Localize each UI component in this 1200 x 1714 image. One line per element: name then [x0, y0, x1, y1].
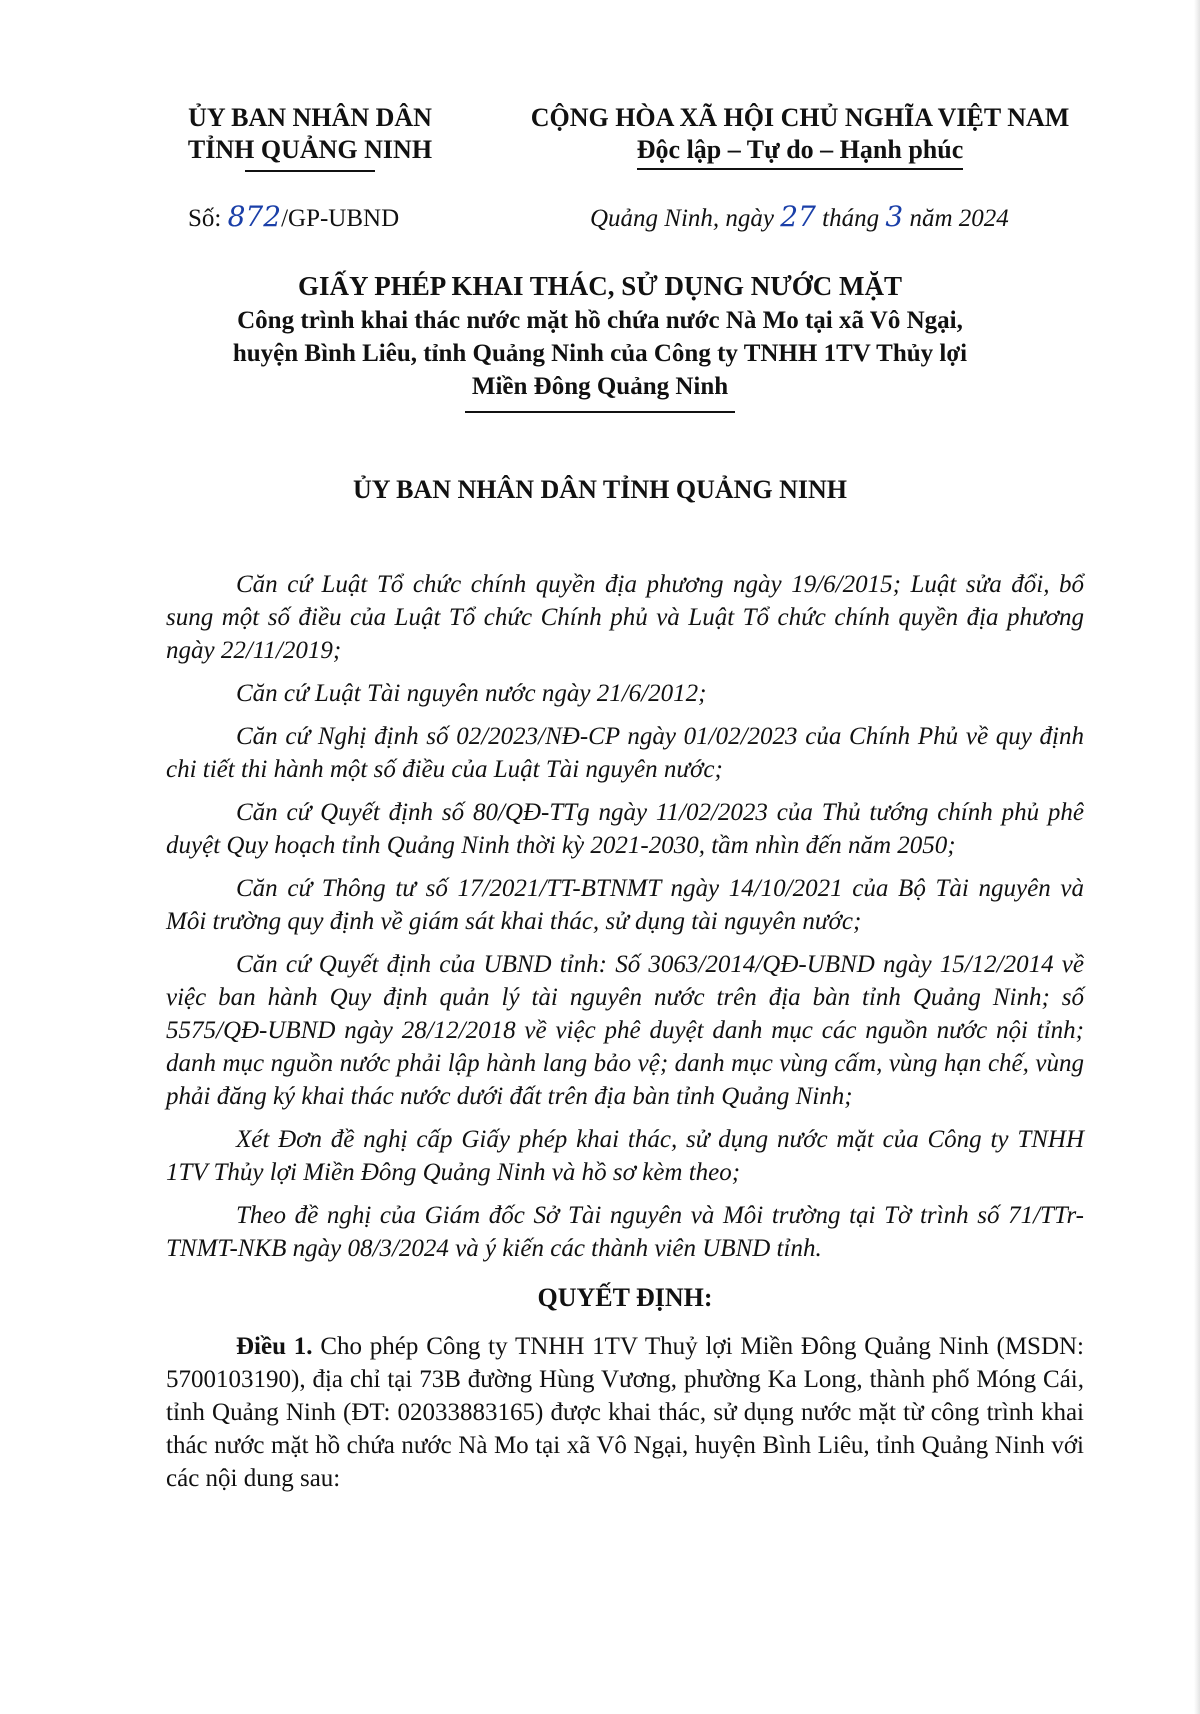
handwritten-month: 3: [885, 200, 904, 233]
legal-basis-paragraph: Căn cứ Thông tư số 17/2021/TT-BTNMT ngày 14/10/2021 của Bộ Tài nguyên và Môi trường quy định về giám sát khai thác, sử dụng tài nguyên nước;: [166, 875, 1084, 935]
document-date: Quảng Ninh, ngày 27 tháng 3 năm 2024: [590, 200, 1009, 233]
legal-basis-paragraph: Căn cứ Quyết định của UBND tỉnh: Số 3063/2014/QĐ-UBND ngày 15/12/2014 về việc ban hành Quy định quản lý tài nguyên nước trên địa bàn tỉnh Quảng Ninh; số 5575/QĐ-UBND ngày 28/12/2018 về việc phê duyệt danh mục các nguồn nước nội tỉnh; danh mục nguồn nước phải lập hành lang bảo vệ; danh mục vùng cấm, vùng hạn chế, vùng phải đăng ký khai thác nước dưới đất trên địa bàn tỉnh Quảng Ninh;: [166, 951, 1084, 1110]
handwritten-number: 872: [227, 200, 282, 233]
handwritten-day: 27: [780, 200, 816, 233]
title-underline: [465, 411, 735, 413]
legal-basis-paragraph: Căn cứ Luật Tổ chức chính quyền địa phương ngày 19/6/2015; Luật sửa đổi, bổ sung một số điều của Luật Tổ chức Chính phủ và Luật Tổ chức chính quyền địa phương ngày 22/11/2019;: [166, 571, 1084, 664]
deciding-authority: ỦY BAN NHÂN DÂN TỈNH QUẢNG NINH: [352, 475, 848, 504]
national-motto: Độc lập – Tự do – Hạnh phúc: [637, 134, 964, 170]
document-number: Số: 872/GP-UBND: [188, 200, 400, 233]
scan-edge-shadow: [1194, 0, 1200, 1714]
authority-line-2: TỈNH QUẢNG NINH: [187, 135, 433, 164]
issuing-authority-header: [160, 102, 460, 172]
legal-basis-paragraph: Xét Đơn đề nghị cấp Giấy phép khai thác, sử dụng nước mặt của Công ty TNHH 1TV Thủy lợi Miền Đông Quảng Ninh và hồ sơ kèm theo;: [166, 1126, 1084, 1186]
article-1: [166, 1330, 1084, 1495]
document-body: [166, 568, 1084, 1495]
article-1-label: Điều 1.: [236, 1333, 313, 1360]
document-subtitle-1: Công trình khai thác nước mặt hồ chứa nước Nà Mo tại xã Vô Ngại,: [237, 307, 963, 334]
authority-underline: [245, 170, 375, 172]
legal-basis-paragraph: Theo đề nghị của Giám đốc Sở Tài nguyên và Môi trường tại Tờ trình số 71/TTr-TNMT-NKB ngày 08/3/2024 và ý kiến các thành viên UBND tỉnh.: [166, 1202, 1084, 1262]
national-title: CỘNG HÒA XÃ HỘI CHỦ NGHĨA VIỆT NAM: [530, 103, 1070, 132]
national-header: [500, 102, 1100, 170]
legal-basis-paragraph: Căn cứ Quyết định số 80/QĐ-TTg ngày 11/02/2023 của Thủ tướng chính phủ phê duyệt Quy hoạch tỉnh Quảng Ninh thời kỳ 2021-2030, tầm nhìn đến năm 2050;: [166, 799, 1084, 859]
document-subtitle-3: Miền Đông Quảng Ninh: [471, 373, 729, 400]
legal-basis-paragraph: Căn cứ Nghị định số 02/2023/NĐ-CP ngày 01/02/2023 của Chính Phủ về quy định chi tiết thi hành một số điều của Luật Tài nguyên nước;: [166, 723, 1084, 783]
decision-heading: QUYẾT ĐỊNH:: [537, 1283, 713, 1312]
document-title: GIẤY PHÉP KHAI THÁC, SỬ DỤNG NƯỚC MẶT: [297, 271, 903, 301]
document-subtitle-2: huyện Bình Liêu, tỉnh Quảng Ninh của Công ty TNHH 1TV Thủy lợi: [232, 340, 968, 367]
legal-basis-paragraph: Căn cứ Luật Tài nguyên nước ngày 21/6/2012;: [236, 680, 707, 707]
authority-line-1: ỦY BAN NHÂN DÂN: [188, 103, 432, 132]
document-title-block: [150, 268, 1050, 413]
article-1-text: Cho phép Công ty TNHH 1TV Thuỷ lợi Miền Đông Quảng Ninh (MSDN: 5700103190), địa chỉ tại 73B đường Hùng Vương, phường Ka Long, thành phố Móng Cái, tỉnh Quảng Ninh (ĐT: 02033883165) được khai thác, sử dụng nước mặt từ công trình khai thác nước mặt hồ chứa nước Nà Mo tại xã Vô Ngại, huyện Bình Liêu, tỉnh Quảng Ninh với các nội dung sau:: [166, 1333, 1084, 1492]
